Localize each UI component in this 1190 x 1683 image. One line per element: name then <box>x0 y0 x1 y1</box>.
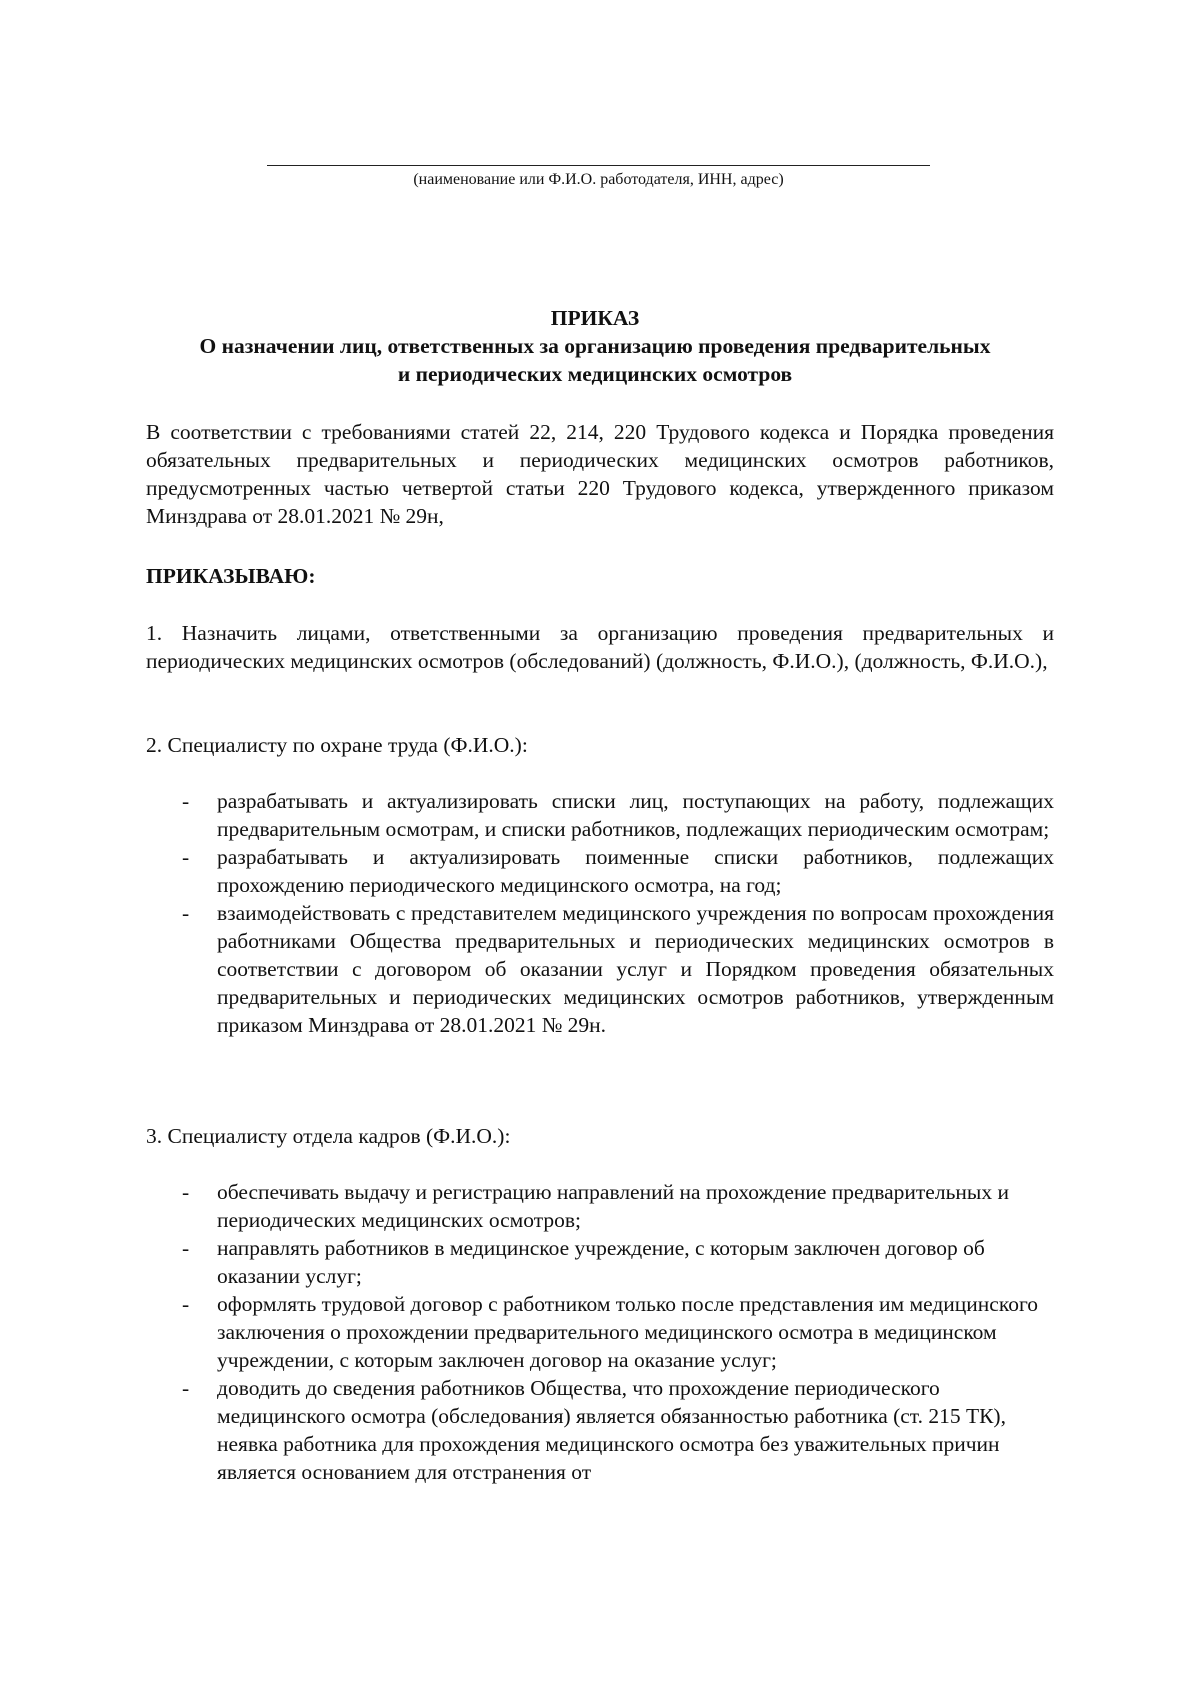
order-heading: ПРИКАЗ <box>550 306 640 330</box>
order-title-block <box>146 304 1044 388</box>
order-word: ПРИКАЗЫВАЮ: <box>146 564 316 588</box>
bullet-text: доводить до сведения работников Общества, что прохождение периодического медицинского осмотра (обследования) является обязанностью работника (ст. 215 ТК), неявка работника для прохождения медицинского осмотра без уважительных причин является основанием для отстранения от <box>217 1376 1006 1484</box>
bullet-dash: - <box>182 1376 190 1400</box>
bullet-dash: - <box>182 901 190 925</box>
list-item <box>146 1234 1054 1290</box>
bullet-dash: - <box>182 1236 190 1260</box>
bullet-text: разрабатывать и актуализировать списки лиц, поступающих на работу, подлежащих предварительным осмотрам, и списки работников, подлежащих периодическим осмотрам; <box>217 789 1054 841</box>
bullet-dash: - <box>182 1292 190 1316</box>
bullet-dash: - <box>182 1180 190 1204</box>
bullet-dash: - <box>182 845 190 869</box>
item-2-bullet-list <box>146 787 1054 1039</box>
bullet-text: взаимодействовать с представителем медицинского учреждения по вопросам прохождения работниками Общества предварительных и периодических медицинских осмотров в соответствии с договором об оказании услуг и Порядком проведения обязательных предварительных и периодических медицинских осмотров работников, утвержденным приказом Минздрава от 28.01.2021 № 29н. <box>217 901 1054 1037</box>
bullet-dash: - <box>182 789 190 813</box>
item-2-heading: 2. Специалисту по охране труда (Ф.И.О.): <box>146 733 528 757</box>
list-item <box>146 1178 1054 1234</box>
list-item <box>146 787 1054 843</box>
order-subject-line-2: и периодических медицинских осмотров <box>397 362 793 386</box>
item-3-bullet-list <box>146 1178 1054 1486</box>
list-item <box>146 899 1054 1039</box>
bullet-text: направлять работников в медицинское учреждение, с которым заключен договор об оказании услуг; <box>217 1236 985 1288</box>
item-3-heading: 3. Специалисту отдела кадров (Ф.И.О.): <box>146 1124 511 1148</box>
list-item <box>146 1374 1054 1486</box>
employer-block <box>267 165 930 190</box>
bullet-text: оформлять трудовой договор с работником только после представления им медицинского заключения о прохождении предварительного медицинского осмотра в медицинском учреждении, с которым заключен договор на оказание услуг; <box>217 1292 1038 1372</box>
employer-caption: (наименование или Ф.И.О. работодателя, ИНН, адрес) <box>413 171 784 188</box>
list-item <box>146 1290 1054 1374</box>
employer-signature-line <box>267 165 930 166</box>
bullet-text: разрабатывать и актуализировать поименные списки работников, подлежащих прохождению периодического медицинского осмотра, на год; <box>217 845 1054 897</box>
list-item <box>146 843 1054 899</box>
bullet-text: обеспечивать выдачу и регистрацию направлений на прохождение предварительных и периодических медицинских осмотров; <box>217 1180 1009 1232</box>
item-1-paragraph: 1. Назначить лицами, ответственными за организацию проведения предварительных и периодических медицинских осмотров (обследований) (должность, Ф.И.О.), (должность, Ф.И.О.), <box>146 621 1054 673</box>
order-subject-line-1: О назначении лиц, ответственных за организацию проведения предварительных <box>199 334 991 358</box>
preamble-paragraph: В соответствии с требованиями статей 22, 214, 220 Трудового кодекса и Порядка проведения обязательных предварительных и периодических медицинских осмотров работников, предусмотренных частью четвертой статьи 220 Трудового кодекса, утвержденного приказом Минздрава от 28.01.2021 № 29н, <box>146 420 1054 528</box>
